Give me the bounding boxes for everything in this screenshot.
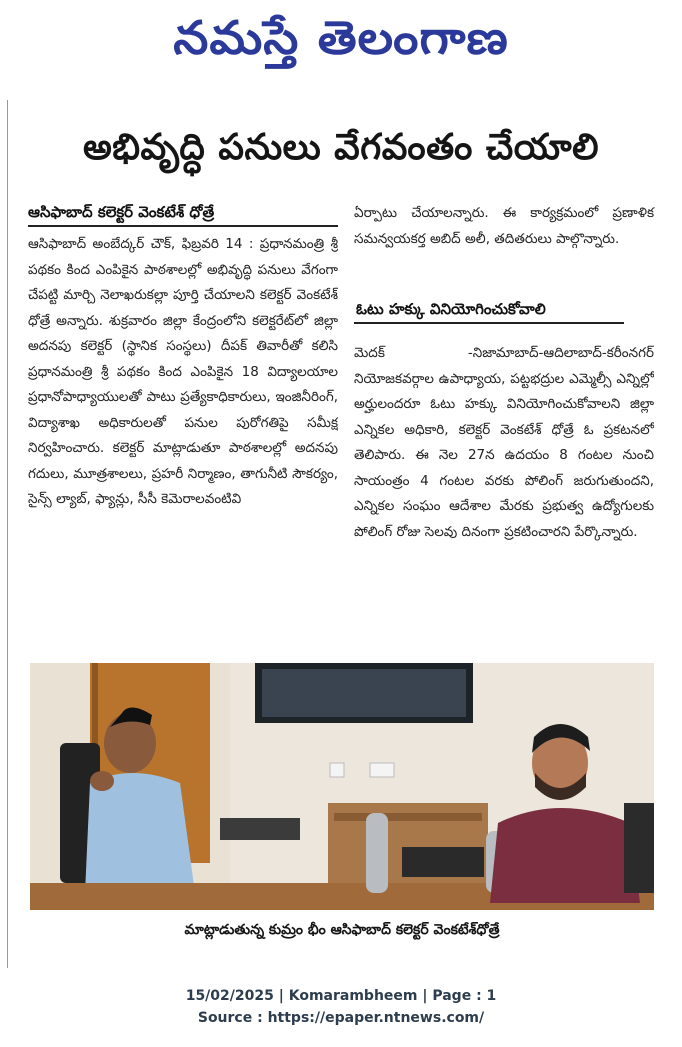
article1-continuation-text: ఏర్పాటు చేయాలన్నారు. ఈ కార్యక్రమంలో ప్రణాళిక సమన్వయకర్త అబిద్ అలీ, తదితరులు పాల్గొన్నారు.: [354, 205, 654, 247]
article2-body-text: మెదక్ -నిజామాబాద్-ఆదిలాబాద్-కరీంనగర్ నియోజకవర్గాల ఉపాధ్యాయ, పట్టభద్రుల ఎమ్మెల్సీ ఎన్నిల్లో అర్హులందరూ ఓటు హక్కు వినియోగించుకోవాలని జిల్లా ఎన్నికల అధికారి, కలెక్టర్ వెంకటేశ్ ధోత్రే ఓ ప్రకటనలో తెలిపారు. ఈ నెల 27న ఉదయం 8 గంటల నుంచి సాయంత్రం 4 గంటల వరకు పోలింగ్ జరుగుతుందని, ఎన్నికల సంఘం ఆదేశాల మేరకు ప్రభుత్వ ఉద్యోగులకు పోలింగ్ రోజు సెలవు దినంగా ప్రకటించారని పేర్కొన్నారు.: [354, 345, 654, 540]
footer-date-line: 15/02/2025 | Komarambheem | Page : 1: [185, 988, 497, 1004]
masthead-logo: నమస్తే తెలంగాణ: [173, 10, 509, 65]
article1-body: [28, 232, 338, 642]
article1-subhead-rule: [28, 225, 338, 227]
article1-subhead: ఆసిఫాబాద్ కలెక్టర్ వెంకటేశ్ ధోత్రే: [28, 203, 215, 221]
news-photo: [30, 663, 654, 910]
article1-body-text: ఆసిఫాబాద్ అంబేద్కర్ చౌక్, ఫిబ్రవరి 14 : ప్రధానమంత్రి శ్రీ పథకం కింద ఎంపికైన పాఠశాలల్లో అభివృద్ధి పనులు వేగంగా చేపట్టి మార్చి నెలాఖరుకల్లా పూర్తి చేయాలని కలెక్టర్ వెంకటేశ్ ధోత్రే అన్నారు. శుక్రవారం జిల్లా కేంద్రంలోని కలెక్టరేట్‌లో జిల్లా అదనపు కలెక్టర్ (స్థానిక సంస్థలు) దీపక్ తివారీతో కలిసి ప్రధానమంత్రి శ్రీ పథకం కింద ఎంపికైన 18 విద్యాలయాల ప్రధానోపాధ్యాయులతో పాటు ప్రత్యేకాధికారులు, ఇంజినీరింగ్, విద్యాశాఖ అధికారులతో పనుల పురోగతిపై సమీక్ష నిర్వహించారు. కలెక్టర్ మాట్లాడుతూ పాఠశాలల్లో అదనపు గదులు, మూత్రశాలలు, ప్రహరీ నిర్మాణం, తాగునీటి సౌకర్యం, సైన్స్ ల్యాబ్, ఫ్యాన్లు, సీసీ కెమెరాలవంటివి: [28, 236, 338, 507]
footer-source-link[interactable]: Source : https://epaper.ntnews.com/: [197, 1010, 485, 1026]
headline: అభివృద్ధి పనులు వేగవంతం చేయాలి: [82, 127, 600, 168]
article2-body: [354, 341, 654, 651]
news-photo-illustration: [30, 663, 654, 910]
photo-caption: మాట్లాడుతున్న కుమ్రం భీం ఆసిఫాబాద్ కలెక్టర్ వెంకటేశ్‌ధోత్రే: [184, 922, 500, 938]
article2-subhead: ఓటు హక్కు వినియోగించుకోవాలి: [356, 300, 546, 318]
article1-continuation: [354, 201, 654, 252]
article2-subhead-rule: [354, 322, 624, 324]
